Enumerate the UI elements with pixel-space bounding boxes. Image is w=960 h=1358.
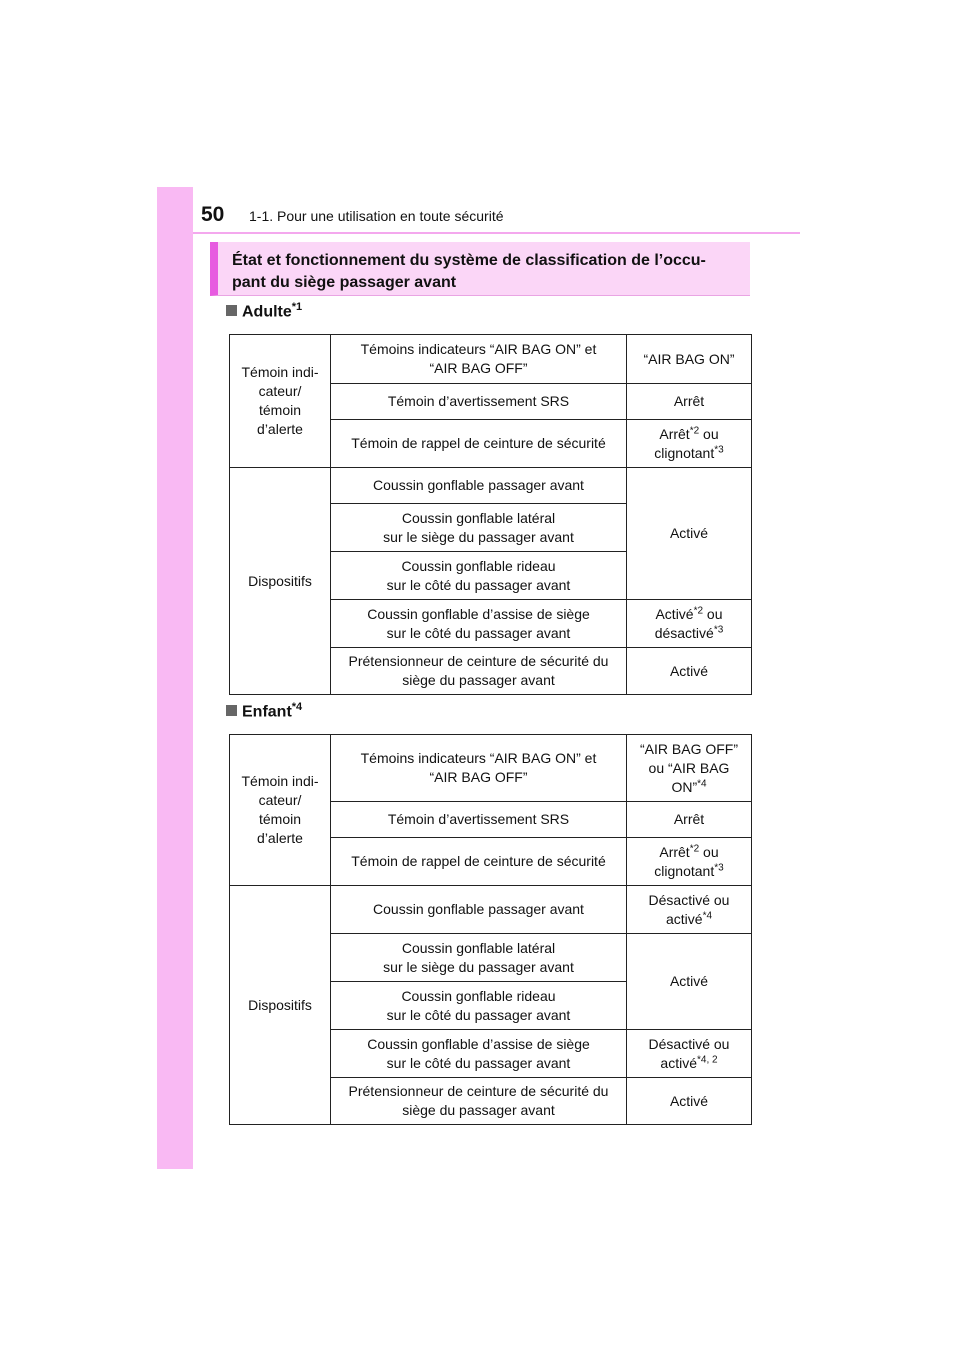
child-table bbox=[229, 734, 752, 1125]
belt-value-cell: Arrêt$^{*2}$ ou clignotant$^{*3}$ bbox=[627, 420, 752, 468]
indicator-label-cell: Témoin indi- cateur/ témoin d’alerte bbox=[230, 735, 331, 886]
cushion-airbag-cell: Coussin gonflable d’assise de siège sur le côté du passager avant bbox=[331, 600, 627, 648]
cushion-value-cell: Activé$^{*2}$ ou désactivé$^{*3}$ bbox=[627, 600, 752, 648]
square-bullet-icon bbox=[226, 705, 237, 716]
srs-value-cell: Arrêt bbox=[627, 384, 752, 420]
belt-value-cell: Arrêt$^{*2}$ ou clignotant$^{*3}$ bbox=[627, 838, 752, 886]
indicators-value-cell: “AIR BAG ON” bbox=[627, 335, 752, 384]
srs-text-cell: Témoin d’avertissement SRS bbox=[331, 802, 627, 838]
front-value-cell: Désactivé ou activé$^{*4}$ bbox=[627, 886, 752, 934]
pretensioner-cell: Prétensionneur de ceinture de sécurité du siège du passager avant bbox=[331, 1078, 627, 1125]
child-heading: Enfant$^{*4}$ bbox=[226, 701, 302, 721]
srs-value-cell: Arrêt bbox=[627, 802, 752, 838]
page-number: 50 bbox=[201, 203, 225, 226]
airbags-value-cell: Activé bbox=[627, 468, 752, 600]
side-airbag-cell: Coussin gonflable latéral sur le siège du passager avant bbox=[331, 934, 627, 982]
table-row bbox=[230, 335, 752, 384]
section-title: État et fonctionnement du système de classification de l’occu- pant du siège passager avant bbox=[232, 252, 706, 291]
belt-text-cell: Témoin de rappel de ceinture de sécurité bbox=[331, 420, 627, 468]
curtain-airbag-cell: Coussin gonflable rideau sur le côté du passager avant bbox=[331, 982, 627, 1030]
section-title-box bbox=[210, 242, 750, 296]
devices-label-cell: Dispositifs bbox=[230, 886, 331, 1125]
adult-table bbox=[229, 334, 752, 695]
chapter-title: 1-1. Pour une utilisation en toute sécurité bbox=[249, 208, 504, 224]
indicator-label-cell: Témoin indi- cateur/ témoin d’alerte bbox=[230, 335, 331, 468]
adult-heading: Adulte$^{*1}$ bbox=[226, 301, 302, 321]
chapter-side-strip bbox=[157, 187, 193, 1169]
table-row bbox=[230, 468, 752, 504]
pretensioner-value-cell: Activé bbox=[627, 1078, 752, 1125]
pretensioner-value-cell: Activé bbox=[627, 648, 752, 695]
cushion-value-cell: Désactivé ou activé$^{*4, 2}$ bbox=[627, 1030, 752, 1078]
indicators-value-cell: “AIR BAG OFF” ou “AIR BAG ON”$^{*4}$ bbox=[627, 735, 752, 802]
header-rule bbox=[193, 232, 800, 234]
cushion-airbag-cell: Coussin gonflable d’assise de siège sur le côté du passager avant bbox=[331, 1030, 627, 1078]
side-curtain-value-cell: Activé bbox=[627, 934, 752, 1030]
table-row bbox=[230, 735, 752, 802]
indicators-text-cell: Témoins indicateurs “AIR BAG ON” et “AIR BAG OFF” bbox=[331, 335, 627, 384]
front-airbag-cell: Coussin gonflable passager avant bbox=[331, 468, 627, 504]
devices-label-cell: Dispositifs bbox=[230, 468, 331, 695]
srs-text-cell: Témoin d’avertissement SRS bbox=[331, 384, 627, 420]
side-airbag-cell: Coussin gonflable latéral sur le siège du passager avant bbox=[331, 504, 627, 552]
front-airbag-cell: Coussin gonflable passager avant bbox=[331, 886, 627, 934]
table-row bbox=[230, 886, 752, 934]
pretensioner-cell: Prétensionneur de ceinture de sécurité du siège du passager avant bbox=[331, 648, 627, 695]
curtain-airbag-cell: Coussin gonflable rideau sur le côté du passager avant bbox=[331, 552, 627, 600]
indicators-text-cell: Témoins indicateurs “AIR BAG ON” et “AIR BAG OFF” bbox=[331, 735, 627, 802]
belt-text-cell: Témoin de rappel de ceinture de sécurité bbox=[331, 838, 627, 886]
square-bullet-icon bbox=[226, 305, 237, 316]
